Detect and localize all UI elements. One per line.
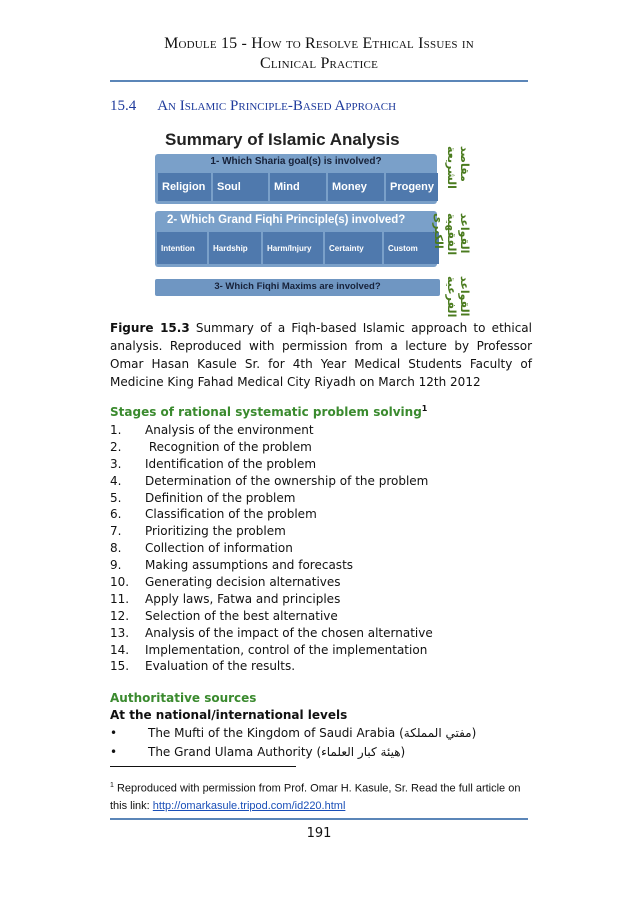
- item-number: 14.: [110, 642, 130, 657]
- item-text: Classification of the problem: [145, 507, 317, 522]
- principle-cell: Custom: [384, 232, 439, 264]
- authoritative-list: [110, 726, 476, 764]
- principle-cell: Intention: [157, 232, 207, 264]
- principle-cell: Certainty: [325, 232, 382, 264]
- list-item: [110, 423, 433, 440]
- principle-cell: Harm/Injury: [263, 232, 323, 264]
- item-number: 11.: [110, 591, 130, 606]
- caption-text: Summary of a Fiqh-based Islamic approach to ethical analysis. Reproduced with permission from a lecture by Professor Omar Hasan Kasule Sr. for 4th Year Medical Students Faculty of Medicine King Fahad Medical City Riyadh on March 12th 2012: [110, 321, 532, 389]
- arabic-label-far3iya: القواعد الفرعية: [445, 276, 471, 318]
- list-item: [110, 626, 433, 643]
- goal-cell: Soul: [213, 173, 268, 201]
- question-1: 1- Which Sharia goal(s) is involved?: [210, 156, 382, 167]
- item-text: Generating decision alternatives: [145, 575, 341, 590]
- page-header: [0, 34, 638, 74]
- item-number: 3.: [110, 456, 122, 471]
- goal-cell: Money: [328, 173, 384, 201]
- footnote-divider: [110, 766, 296, 767]
- list-item: [110, 643, 433, 660]
- question-2: 2- Which Grand Fiqhi Principle(s) involved?: [167, 214, 406, 226]
- item-text: Identification of the problem: [145, 456, 317, 471]
- footnote-ref[interactable]: 1: [421, 404, 428, 413]
- item-number: 7.: [110, 524, 122, 539]
- item-number: 12.: [110, 608, 130, 623]
- list-item: [110, 457, 433, 474]
- item-number: 5.: [110, 490, 122, 505]
- bullet-icon: •: [110, 745, 118, 759]
- footnote-number: 1: [110, 782, 114, 789]
- list-item: [110, 726, 476, 745]
- section-title: [110, 98, 396, 115]
- item-number: 15.: [110, 659, 130, 674]
- list-item: [110, 491, 433, 508]
- list-item: [110, 507, 433, 524]
- item-text: The Grand Ulama Authority (هيئة كبار العلماء): [148, 745, 406, 759]
- list-item: [110, 745, 476, 764]
- list-item: [110, 592, 433, 609]
- item-number: 2.: [110, 439, 122, 454]
- goal-cell: Mind: [270, 173, 326, 201]
- stages-heading: [110, 404, 427, 419]
- arabic-label-qawaid: القواعد الفقهية الكبرى: [432, 213, 471, 256]
- list-item: [110, 524, 433, 541]
- bullet-icon: •: [110, 726, 118, 740]
- item-text: The Mufti of the Kingdom of Saudi Arabia (مفتي المملكة): [148, 726, 477, 740]
- item-text: Evaluation of the results.: [145, 659, 296, 674]
- item-text: Analysis of the environment: [145, 423, 314, 437]
- authoritative-subheading: At the national/international levels: [110, 708, 348, 722]
- item-text: Definition of the problem: [145, 490, 296, 505]
- principles-row: [157, 232, 441, 264]
- stages-list: [110, 423, 433, 676]
- goal-cell: Progeny: [386, 173, 438, 201]
- item-text: Selection of the best alternative: [145, 608, 338, 623]
- question-3: 3- Which Fiqhi Maxims are involved?: [214, 281, 381, 292]
- list-item: [110, 541, 433, 558]
- item-text: Apply laws, Fatwa and principles: [145, 591, 341, 606]
- footer-divider: [110, 818, 528, 820]
- list-item: [110, 659, 433, 676]
- list-item: [110, 609, 433, 626]
- stages-heading-text: Stages of rational systematic problem solving: [110, 405, 422, 419]
- item-number: 6.: [110, 507, 122, 522]
- arabic-label-maqasid: مقاصد الشريعة: [445, 146, 471, 189]
- section-number: 15.4: [110, 98, 137, 114]
- figure-title: Summary of Islamic Analysis: [165, 130, 400, 149]
- page-number: 191: [306, 826, 332, 841]
- item-number: 4.: [110, 473, 122, 488]
- item-number: 13.: [110, 625, 130, 640]
- goals-row: [158, 173, 440, 201]
- item-text: Implementation, control of the implementation: [145, 642, 428, 657]
- item-text: Prioritizing the problem: [145, 524, 286, 539]
- header-line-2: Clinical Practice: [259, 55, 379, 72]
- list-item: [110, 474, 433, 491]
- list-item: [110, 558, 433, 575]
- list-item: [110, 440, 433, 457]
- islamic-analysis-figure: [155, 128, 475, 318]
- item-number: 9.: [110, 558, 122, 573]
- header-line-1: Module 15 - How to Resolve Ethical Issues in: [164, 35, 474, 52]
- caption-label: Figure 15.3: [110, 321, 190, 335]
- list-item: [110, 575, 433, 592]
- principle-cell: Hardship: [209, 232, 261, 264]
- item-number: 1.: [110, 423, 122, 437]
- header-divider: [110, 80, 528, 82]
- item-text: Recognition of the problem: [145, 439, 312, 454]
- footnote: [110, 777, 532, 815]
- goal-cell: Religion: [158, 173, 211, 201]
- item-text: Determination of the ownership of the problem: [145, 473, 429, 488]
- footnote-link[interactable]: http://omarkasule.tripod.com/id220.html: [152, 799, 346, 812]
- item-number: 10.: [110, 575, 130, 590]
- authoritative-heading: Authoritative sources: [110, 691, 257, 705]
- item-text: Making assumptions and forecasts: [145, 558, 354, 573]
- item-number: 8.: [110, 541, 122, 556]
- figure-caption: [110, 319, 532, 391]
- item-text: Collection of information: [145, 541, 293, 556]
- footnote-text: Reproduced with permission from Prof. Omar H. Kasule, Sr. Read the full article on this link:: [110, 782, 521, 812]
- item-text: Analysis of the impact of the chosen alternative: [145, 625, 433, 640]
- section-title-text: An Islamic Principle-Based Approach: [157, 98, 397, 114]
